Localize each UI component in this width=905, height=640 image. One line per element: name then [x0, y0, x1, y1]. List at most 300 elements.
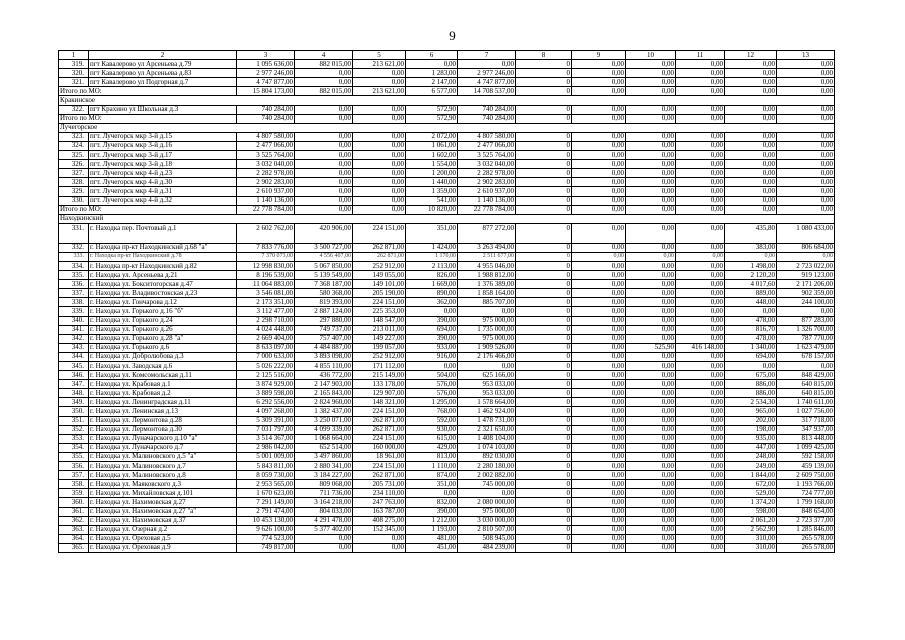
table-cell: 0,00	[676, 87, 725, 96]
row-number: 362.	[59, 516, 89, 525]
table-cell: 724 777,00	[777, 489, 835, 498]
table-cell: 3 112 477,00	[237, 307, 295, 316]
table-cell: 0,00	[777, 60, 835, 69]
table-cell: 0,00	[353, 151, 406, 160]
table-row	[59, 343, 835, 352]
table-cell: 2 282 978,00	[237, 169, 295, 178]
table-row	[59, 516, 835, 525]
table-cell: 0	[516, 334, 572, 343]
table-cell: 3 874 929,00	[237, 380, 295, 389]
table-cell: 902 359,00	[777, 289, 835, 298]
table-cell: 247 763,00	[353, 498, 406, 507]
table-cell: 0,00	[626, 443, 676, 452]
table-cell: 0,00	[353, 160, 406, 169]
table-row	[59, 398, 835, 407]
table-cell: 0	[516, 205, 572, 214]
table-cell: 0,00	[572, 389, 626, 398]
table-cell: 675,00	[725, 371, 777, 380]
table-cell: 2 824 960,00	[295, 398, 353, 407]
table-cell: 18 961,00	[353, 452, 406, 461]
table-row	[59, 78, 835, 87]
row-number: 342.	[59, 334, 89, 343]
table-cell: 1 193 766,00	[777, 480, 835, 489]
table-cell: 2 562,90	[725, 525, 777, 534]
table-cell: 0,00	[676, 114, 725, 123]
table-cell: 935,00	[725, 434, 777, 443]
table-cell: 0,00	[777, 78, 835, 87]
table-cell: 0	[516, 471, 572, 480]
table-cell: 740 284,00	[237, 105, 295, 114]
table-cell: 390,00	[406, 316, 458, 325]
table-cell: 205 731,00	[353, 480, 406, 489]
table-cell: 930,00	[406, 425, 458, 434]
table-cell: 3 250 071,00	[295, 416, 353, 425]
table-cell: 224 151,00	[353, 298, 406, 307]
table-cell: 0,00	[572, 516, 626, 525]
table-cell: 694,00	[406, 325, 458, 334]
table-cell: 1 068 664,00	[295, 434, 353, 443]
table-cell: 0,00	[458, 60, 516, 69]
table-cell: 0	[516, 151, 572, 160]
table-cell: 0,00	[725, 169, 777, 178]
table-cell: 0,00	[676, 371, 725, 380]
table-cell: 149 101,00	[353, 280, 406, 289]
table-cell: 0,00	[572, 69, 626, 78]
table-cell: 0,00	[626, 141, 676, 150]
address-cell: г. Находка ул. Малиновского д.5 "а"	[89, 452, 237, 461]
table-cell: 0,00	[572, 425, 626, 434]
table-cell: 0,00	[572, 380, 626, 389]
table-cell: 0	[516, 525, 572, 534]
table-cell: 0,00	[777, 307, 835, 316]
table-cell: 0	[516, 298, 572, 307]
table-cell: 420 906,00	[295, 223, 353, 243]
row-number: 319.	[59, 60, 89, 69]
table-cell: 0,00	[676, 169, 725, 178]
table-cell: 0,00	[626, 407, 676, 416]
table-cell: 576,00	[406, 380, 458, 389]
table-cell: 2 810 507,00	[458, 525, 516, 534]
table-cell: 447,00	[725, 443, 777, 452]
column-number-cell: 9	[572, 51, 626, 60]
table-cell: 0,00	[626, 434, 676, 443]
table-cell: 390,00	[406, 507, 458, 516]
column-number-cell: 12	[725, 51, 777, 60]
address-cell: г. Находка ул. Луначарского д.10 "а"	[89, 434, 237, 443]
table-cell: 541,00	[406, 196, 458, 205]
table-cell: 0,00	[676, 298, 725, 307]
table-row	[59, 69, 835, 78]
table-cell: 0	[516, 132, 572, 141]
table-cell: 1 382 437,00	[295, 407, 353, 416]
table-cell: 9 626 100,00	[237, 525, 295, 534]
register-table	[58, 50, 835, 553]
table-cell: 0,00	[295, 160, 353, 169]
table-cell: 205 190,00	[353, 289, 406, 298]
table-cell: 0,00	[676, 307, 725, 316]
table-cell: 0,00	[626, 87, 676, 96]
table-cell: 0,00	[295, 178, 353, 187]
table-cell: 0	[516, 78, 572, 87]
table-cell: 740 284,00	[458, 114, 516, 123]
table-cell: 448,00	[725, 298, 777, 307]
address-cell: г. Находка ул. Комсомольская д.11	[89, 371, 237, 380]
table-cell: 890,00	[406, 289, 458, 298]
address-cell: г. Находка пр-кт Находкинский д.82	[89, 261, 237, 270]
column-number-cell: 1	[59, 51, 89, 60]
row-number: 347.	[59, 380, 89, 389]
table-row	[59, 452, 835, 461]
table-cell: 0,00	[572, 78, 626, 87]
table-cell: 310,00	[725, 543, 777, 552]
table-cell: 592,00	[406, 416, 458, 425]
table-cell: 2 610 937,00	[458, 187, 516, 196]
table-cell: 478,00	[725, 316, 777, 325]
table-cell: 459 139,00	[777, 462, 835, 471]
table-cell: 652 514,00	[295, 443, 353, 452]
table-row	[59, 280, 835, 289]
table-cell: 580 368,00	[295, 289, 353, 298]
table-cell: 148 547,00	[353, 316, 406, 325]
table-cell: 3 525 764,00	[237, 151, 295, 160]
table-cell: 22 778 784,00	[237, 205, 295, 214]
table-cell: 0,00	[572, 462, 626, 471]
table-cell: 0,00	[626, 480, 676, 489]
table-cell: 0	[516, 105, 572, 114]
table-cell: 7 370 073,00	[237, 252, 295, 261]
table-cell: 0,00	[572, 252, 626, 261]
table-cell: 757 407,00	[295, 334, 353, 343]
table-cell: 0	[516, 160, 572, 169]
table-cell: 0	[516, 271, 572, 280]
column-number-cell: 6	[406, 51, 458, 60]
table-row	[59, 151, 835, 160]
row-number: 320.	[59, 69, 89, 78]
row-number: 356.	[59, 462, 89, 471]
table-cell: 383,00	[725, 243, 777, 252]
table-cell: 0,00	[725, 205, 777, 214]
table-cell: 1 283,00	[406, 69, 458, 78]
table-cell: 484 239,00	[458, 543, 516, 552]
table-cell: 0	[516, 243, 572, 252]
table-cell: 889,00	[725, 289, 777, 298]
row-number: 321.	[59, 78, 89, 87]
row-number: 353.	[59, 434, 89, 443]
table-cell: 198,00	[725, 425, 777, 434]
table-cell: 0,00	[626, 223, 676, 243]
address-cell: г. Находка ул. Малиновского д.8	[89, 471, 237, 480]
table-cell: 5 139 549,00	[295, 271, 353, 280]
table-cell: 3 546 081,00	[237, 289, 295, 298]
column-number-cell: 3	[237, 51, 295, 60]
table-cell: 0,00	[725, 105, 777, 114]
table-cell: 877 283,00	[777, 316, 835, 325]
table-cell: 0,00	[626, 69, 676, 78]
table-cell: 640 815,00	[777, 389, 835, 398]
table-cell: 625 166,00	[458, 371, 516, 380]
address-cell: г. Находка ул. Заводская д.6	[89, 362, 237, 371]
table-cell: 0,00	[572, 151, 626, 160]
table-row	[59, 223, 835, 243]
table-cell: 3 514 367,00	[237, 434, 295, 443]
column-number-cell: 8	[516, 51, 572, 60]
table-cell: 0,00	[572, 407, 626, 416]
table-cell: 592 158,00	[777, 452, 835, 461]
table-cell: 0,00	[572, 205, 626, 214]
table-cell: 416 148,00	[676, 343, 725, 352]
table-cell: 0,00	[572, 480, 626, 489]
table-cell: 598,00	[725, 507, 777, 516]
page-number: 9	[449, 28, 456, 43]
row-number: 334.	[59, 261, 89, 270]
table-cell: 0,00	[676, 489, 725, 498]
table-cell: 0,00	[353, 69, 406, 78]
table-cell: 2 176 466,00	[458, 352, 516, 361]
table-row	[59, 307, 835, 316]
table-cell: 2 280 180,00	[458, 462, 516, 471]
table-cell: 0,00	[353, 114, 406, 123]
address-cell: пгт Кавалерово ул Подгорная д.7	[89, 78, 237, 87]
address-cell: г. Находка ул. Горького д.16 "б"	[89, 307, 237, 316]
table-cell: 408 275,00	[353, 516, 406, 525]
row-number: 336.	[59, 280, 89, 289]
address-cell: г. Находка ул. Ореховая д.9	[89, 543, 237, 552]
address-cell: г. Находка ул. Крабовая д.2	[89, 389, 237, 398]
table-cell: 0,00	[572, 87, 626, 96]
table-cell: 213 621,00	[353, 60, 406, 69]
table-cell: 1 740 611,00	[777, 398, 835, 407]
table-cell: 0	[516, 434, 572, 443]
table-cell: 0,00	[777, 114, 835, 123]
row-number: 337.	[59, 289, 89, 298]
address-cell: пгт Кавалерово ул Арсеньева д.83	[89, 69, 237, 78]
table-cell: 149 227,00	[353, 334, 406, 343]
table-cell: 0,00	[626, 380, 676, 389]
table-cell: 953 033,00	[458, 389, 516, 398]
table-cell: 0,00	[676, 334, 725, 343]
table-cell: 678 157,00	[777, 352, 835, 361]
table-cell: 0,00	[406, 362, 458, 371]
address-cell: г. Находка ул. Арсеньева д.21	[89, 271, 237, 280]
row-number: 343.	[59, 343, 89, 352]
table-cell: 0,00	[626, 516, 676, 525]
table-cell: 4 099 339,00	[295, 425, 353, 434]
table-cell: 572,90	[406, 105, 458, 114]
table-row	[59, 443, 835, 452]
table-cell: 5 309 391,00	[237, 416, 295, 425]
table-cell: 2 887 124,00	[295, 307, 353, 316]
address-cell: г. Находка ул. Горького д.28 "а"	[89, 334, 237, 343]
table-cell: 0,00	[725, 87, 777, 96]
table-cell: 0,00	[572, 434, 626, 443]
address-cell: пгт. Лучегорск мкр 3-й д.17	[89, 151, 237, 160]
row-number: 358.	[59, 480, 89, 489]
table-cell: 1 200,00	[406, 169, 458, 178]
table-cell: 1 140 136,00	[237, 196, 295, 205]
table-cell: 2 723 022,00	[777, 261, 835, 270]
table-cell: 0,00	[676, 543, 725, 552]
address-cell: г. Находка пр-кт Находкинский д.68 "а"	[89, 243, 237, 252]
table-cell: 0,00	[626, 452, 676, 461]
table-cell: 572,90	[406, 114, 458, 123]
table-cell: 0,00	[626, 252, 676, 261]
table-cell: 478,00	[725, 334, 777, 343]
table-cell: 0,00	[676, 434, 725, 443]
table-cell: 0,00	[572, 443, 626, 452]
table-row	[59, 141, 835, 150]
table-cell: 0,00	[572, 289, 626, 298]
row-number: 359.	[59, 489, 89, 498]
table-cell: 1 424,00	[406, 243, 458, 252]
table-row	[59, 416, 835, 425]
table-cell: 0,00	[676, 205, 725, 214]
table-cell: 1 670 623,00	[237, 489, 295, 498]
table-cell: 2 120,20	[725, 271, 777, 280]
column-number-row	[59, 51, 835, 60]
table-cell: 0,00	[676, 398, 725, 407]
table-cell: 0,00	[572, 343, 626, 352]
table-cell: 0,00	[676, 407, 725, 416]
table-cell: 199 057,00	[353, 343, 406, 352]
table-cell: 244 100,00	[777, 298, 835, 307]
table-cell: 2 609 750,00	[777, 471, 835, 480]
table-cell: 615,00	[406, 434, 458, 443]
table-cell: 4 807 580,00	[237, 132, 295, 141]
table-cell: 0,00	[572, 243, 626, 252]
row-number: 328.	[59, 178, 89, 187]
table-cell: 0,00	[572, 325, 626, 334]
table-cell: 0,00	[676, 289, 725, 298]
address-cell: г. Находка ул. Михайловская д.101	[89, 489, 237, 498]
row-number: 323.	[59, 132, 89, 141]
table-cell: 0,00	[626, 534, 676, 543]
table-cell: 1 669,00	[406, 280, 458, 289]
table-cell: 265 578,00	[777, 543, 835, 552]
table-cell: 848 654,00	[777, 507, 835, 516]
table-cell: 0,00	[353, 543, 406, 552]
table-cell: 0,00	[725, 151, 777, 160]
table-cell: 2 610 937,00	[237, 187, 295, 196]
table-cell: 0,00	[572, 196, 626, 205]
table-cell: 0,00	[676, 525, 725, 534]
table-cell: 0,00	[353, 132, 406, 141]
table-cell: 0	[516, 280, 572, 289]
table-cell: 0,00	[777, 151, 835, 160]
table-cell: 1 408 104,00	[458, 434, 516, 443]
table-cell: 0,00	[676, 443, 725, 452]
table-cell: 0	[516, 60, 572, 69]
table-row	[59, 334, 835, 343]
table-cell: 529,00	[725, 489, 777, 498]
table-cell: 2 173 351,00	[237, 298, 295, 307]
table-cell: 1 578 664,00	[458, 398, 516, 407]
table-cell: 351,00	[406, 223, 458, 243]
table-cell: 0,00	[777, 160, 835, 169]
table-cell: 160 000,00	[353, 443, 406, 452]
table-row	[59, 169, 835, 178]
table-cell: 436 772,00	[295, 371, 353, 380]
table-cell: 0,00	[626, 151, 676, 160]
table-cell: 0,00	[626, 298, 676, 307]
table-cell: 0,00	[626, 132, 676, 141]
table-cell: 0	[516, 196, 572, 205]
row-number: 354.	[59, 443, 89, 452]
table-cell: 694,00	[725, 352, 777, 361]
table-cell: 1 498,00	[725, 261, 777, 270]
table-cell: 249,00	[725, 462, 777, 471]
table-cell: 0,00	[572, 280, 626, 289]
table-cell: 171 112,00	[353, 362, 406, 371]
table-cell: 0,00	[572, 371, 626, 380]
table-cell: 1 061,00	[406, 141, 458, 150]
table-cell: 435,80	[725, 223, 777, 243]
table-cell: 2 880 341,00	[295, 462, 353, 471]
table-cell: 0,00	[353, 105, 406, 114]
table-cell: 5 067 850,00	[295, 261, 353, 270]
row-number: 344.	[59, 352, 89, 361]
table-cell: 0	[516, 114, 572, 123]
table-cell: 0,00	[676, 78, 725, 87]
table-cell: 0,00	[676, 160, 725, 169]
table-cell: 202,00	[725, 416, 777, 425]
table-cell: 248,00	[725, 452, 777, 461]
table-cell: 0,00	[572, 261, 626, 270]
address-cell: г. Находка ул. Крабовая д.1	[89, 380, 237, 389]
table-cell: 224 151,00	[353, 462, 406, 471]
table-cell: 347 937,00	[777, 425, 835, 434]
address-cell: пгт. Лучегорск мкр 4-й д.31	[89, 187, 237, 196]
table-cell: 0,00	[676, 196, 725, 205]
table-cell: 0,00	[626, 489, 676, 498]
row-number: 330.	[59, 196, 89, 205]
table-cell: 749 737,00	[295, 325, 353, 334]
table-cell: 0,00	[572, 471, 626, 480]
table-row	[59, 389, 835, 398]
table-cell: 0	[516, 223, 572, 243]
table-cell: 262 871,00	[353, 425, 406, 434]
row-number: 355.	[59, 452, 89, 461]
table-cell: 1 140 136,00	[458, 196, 516, 205]
section-title: Кракинское	[59, 96, 835, 105]
table-cell: 2 061,20	[725, 516, 777, 525]
row-number: 350.	[59, 407, 89, 416]
table-cell: 0,00	[626, 243, 676, 252]
row-number: 329.	[59, 187, 89, 196]
table-cell: 3 184 227,00	[295, 471, 353, 480]
table-cell: 2 080 000,00	[458, 498, 516, 507]
table-cell: 813,00	[406, 452, 458, 461]
table-cell: 0,00	[676, 243, 725, 252]
table-cell: 0,00	[725, 160, 777, 169]
table-cell: 1 095 636,00	[237, 60, 295, 69]
table-cell: 0	[516, 462, 572, 471]
table-cell: 0,00	[676, 534, 725, 543]
column-number-cell: 10	[626, 51, 676, 60]
table-cell: 0,00	[295, 205, 353, 214]
row-number: 332.	[59, 243, 89, 252]
table-cell: 806 684,00	[777, 243, 835, 252]
table-cell: 892 030,00	[458, 452, 516, 461]
table-cell: 224 151,00	[353, 434, 406, 443]
row-number: 324.	[59, 141, 89, 150]
table-cell: 0,00	[676, 389, 725, 398]
table-cell: 2 534,30	[725, 398, 777, 407]
column-number-cell: 2	[89, 51, 237, 60]
table-cell: 2 477 066,00	[237, 141, 295, 150]
table-cell: 2 165 843,00	[295, 389, 353, 398]
table-cell: 0,00	[676, 141, 725, 150]
table-cell: 252 912,00	[353, 352, 406, 361]
